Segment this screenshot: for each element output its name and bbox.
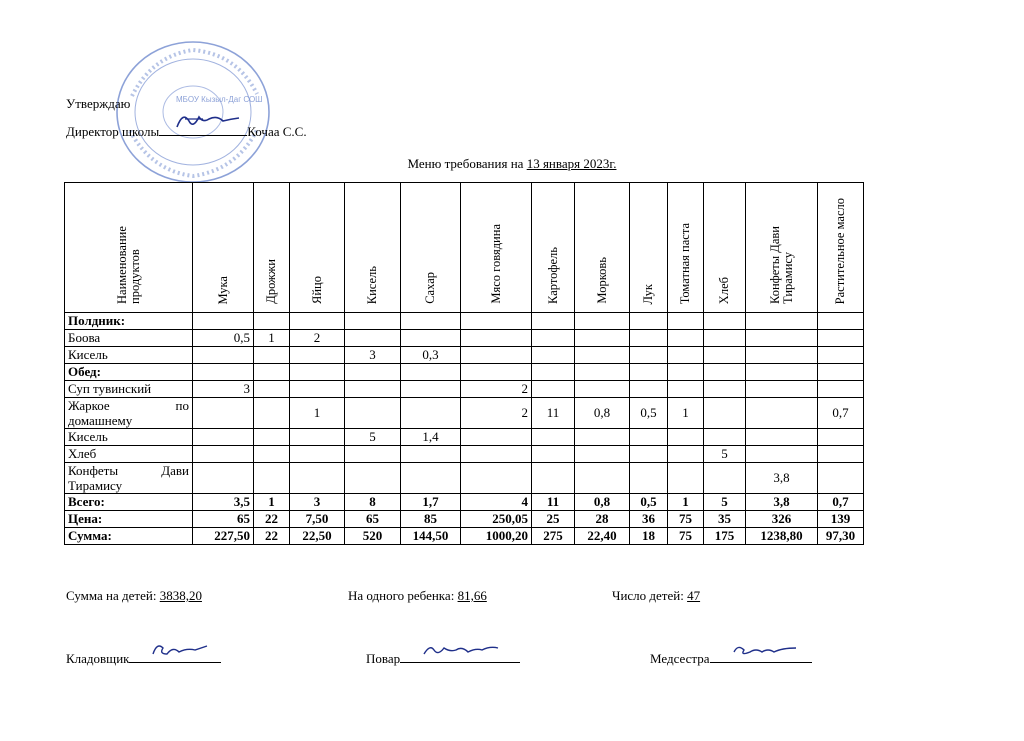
row-label: Обед: <box>65 364 193 381</box>
column-header <box>704 183 746 313</box>
column-header-label: Дрожжи <box>264 259 278 304</box>
table-cell <box>401 313 461 330</box>
table-cell: 5 <box>345 429 401 446</box>
cook-signature-line <box>400 648 520 663</box>
column-header-label: Мясо говядина <box>488 224 503 304</box>
table-cell <box>345 364 401 381</box>
table-cell: 3,5 <box>193 494 254 511</box>
table-cell <box>630 347 668 364</box>
menu-table <box>64 182 864 545</box>
total-row <box>65 511 864 528</box>
table-cell <box>532 446 575 463</box>
table-cell: 5 <box>704 494 746 511</box>
column-header <box>630 183 668 313</box>
table-cell <box>668 313 704 330</box>
table-cell <box>818 313 864 330</box>
sum-label: Сумма на детей: <box>66 588 157 603</box>
table-cell <box>818 347 864 364</box>
table-cell <box>461 463 532 494</box>
table-cell: 139 <box>818 511 864 528</box>
table-cell <box>668 364 704 381</box>
row-label: Кисель <box>65 347 193 364</box>
table-cell <box>532 429 575 446</box>
table-cell: 1000,20 <box>461 528 532 545</box>
table-cell <box>704 398 746 429</box>
table-cell: 227,50 <box>193 528 254 545</box>
table-cell: 3 <box>193 381 254 398</box>
table-cell <box>290 429 345 446</box>
table-cell <box>345 446 401 463</box>
table-cell <box>630 381 668 398</box>
table-cell: 3,8 <box>746 494 818 511</box>
column-header-name <box>65 183 193 313</box>
cook-signature <box>420 640 500 662</box>
table-cell <box>401 381 461 398</box>
table-cell: 0,8 <box>575 494 630 511</box>
table-cell <box>746 330 818 347</box>
column-header-label: Мука <box>215 275 230 304</box>
table-cell <box>290 347 345 364</box>
column-header <box>575 183 630 313</box>
column-header-label: Кисель <box>365 265 379 304</box>
table-cell <box>461 429 532 446</box>
table-cell <box>575 429 630 446</box>
table-cell <box>704 313 746 330</box>
table-cell <box>532 381 575 398</box>
storekeeper-signature-line <box>129 648 221 663</box>
table-cell <box>746 446 818 463</box>
table-cell: 144,50 <box>401 528 461 545</box>
sum-value: 3838,20 <box>159 588 202 603</box>
table-cell: 25 <box>532 511 575 528</box>
section-row <box>65 313 864 330</box>
table-cell <box>630 429 668 446</box>
table-cell: 65 <box>345 511 401 528</box>
table-cell: 3 <box>345 347 401 364</box>
children-count <box>612 588 700 604</box>
table-cell: 0,8 <box>575 398 630 429</box>
table-cell: 7,50 <box>290 511 345 528</box>
title-date: 13 января 2023г. <box>526 156 617 171</box>
table-cell <box>254 347 290 364</box>
table-cell <box>290 446 345 463</box>
storekeeper-label: Кладовщик <box>66 651 130 666</box>
cook-signature-block <box>366 648 520 667</box>
table-cell: 28 <box>575 511 630 528</box>
director-signature-line <box>159 123 247 136</box>
table-cell <box>532 463 575 494</box>
table-cell: 1,4 <box>401 429 461 446</box>
table-cell <box>818 463 864 494</box>
table-cell: 8 <box>345 494 401 511</box>
table-cell: 85 <box>401 511 461 528</box>
table-cell <box>532 347 575 364</box>
column-header-label: Растительное масло <box>833 197 847 304</box>
table-cell: 18 <box>630 528 668 545</box>
table-cell <box>668 381 704 398</box>
director-signature <box>173 109 243 133</box>
column-header <box>401 183 461 313</box>
table-cell <box>575 313 630 330</box>
table-cell <box>746 398 818 429</box>
table-cell <box>575 381 630 398</box>
table-cell <box>630 446 668 463</box>
table-cell <box>345 330 401 347</box>
row-label: Хлеб <box>65 446 193 463</box>
table-cell <box>401 398 461 429</box>
table-cell: 175 <box>704 528 746 545</box>
column-header-label: Яйцо <box>309 276 324 304</box>
table-cell <box>290 313 345 330</box>
table-cell: 11 <box>532 398 575 429</box>
table-cell: 0,5 <box>193 330 254 347</box>
table-cell: 22 <box>254 528 290 545</box>
page-title <box>0 156 1024 172</box>
nurse-signature-line <box>710 648 812 663</box>
table-cell: 2 <box>290 330 345 347</box>
table-row <box>65 398 864 429</box>
column-header-label: Конфеты Дави Тирамису <box>767 226 795 304</box>
table-cell <box>290 463 345 494</box>
table-cell: 2 <box>461 381 532 398</box>
row-label: Суп тувинский <box>65 381 193 398</box>
table-cell: 1238,80 <box>746 528 818 545</box>
total-row <box>65 494 864 511</box>
table-cell: 1 <box>668 398 704 429</box>
table-cell <box>818 381 864 398</box>
table-cell <box>193 398 254 429</box>
director-name: Кочаа С.С. <box>247 124 307 139</box>
table-cell <box>254 364 290 381</box>
table-cell: 0,7 <box>818 494 864 511</box>
table-cell: 1 <box>254 330 290 347</box>
table-cell <box>818 364 864 381</box>
table-cell <box>746 347 818 364</box>
table-cell <box>193 313 254 330</box>
director-line <box>66 123 307 140</box>
title-prefix: Меню требования на <box>407 156 527 171</box>
row-label: Боова <box>65 330 193 347</box>
table-cell <box>345 313 401 330</box>
table-header-row <box>65 183 864 313</box>
table-cell <box>630 463 668 494</box>
table-cell <box>668 347 704 364</box>
column-header-label: Томатная паста <box>678 222 692 304</box>
table-cell <box>704 347 746 364</box>
column-header-label: Лук <box>641 283 655 304</box>
per-child <box>348 588 487 604</box>
table-cell <box>668 463 704 494</box>
table-cell <box>401 364 461 381</box>
table-cell <box>575 347 630 364</box>
table-cell <box>193 463 254 494</box>
column-header <box>668 183 704 313</box>
table-cell: 75 <box>668 511 704 528</box>
table-cell: 22,50 <box>290 528 345 545</box>
table-cell: 22,40 <box>575 528 630 545</box>
table-cell: 0,5 <box>630 494 668 511</box>
table-cell: 97,30 <box>818 528 864 545</box>
table-cell <box>345 398 401 429</box>
nurse-signature-block <box>650 648 812 667</box>
column-header <box>254 183 290 313</box>
table-cell <box>532 330 575 347</box>
table-cell <box>290 364 345 381</box>
table-cell <box>746 313 818 330</box>
nurse-label: Медсестра <box>650 651 710 666</box>
sum-children <box>66 588 202 604</box>
table-cell <box>401 446 461 463</box>
table-row <box>65 347 864 364</box>
table-cell <box>575 330 630 347</box>
table-cell: 3,8 <box>746 463 818 494</box>
table-cell: 0,5 <box>630 398 668 429</box>
table-cell <box>575 463 630 494</box>
column-header <box>345 183 401 313</box>
table-row <box>65 463 864 494</box>
table-cell <box>746 429 818 446</box>
table-cell: 0,3 <box>401 347 461 364</box>
table-cell: 2 <box>461 398 532 429</box>
table-cell <box>630 313 668 330</box>
section-row <box>65 364 864 381</box>
table-cell <box>532 313 575 330</box>
row-label: Цена: <box>65 511 193 528</box>
table-cell <box>401 463 461 494</box>
column-header <box>461 183 532 313</box>
table-cell <box>290 381 345 398</box>
table-cell <box>704 330 746 347</box>
column-header <box>532 183 575 313</box>
row-label: Конфеты Дави Тирамису <box>65 463 193 494</box>
table-cell <box>630 364 668 381</box>
table-cell <box>575 364 630 381</box>
table-cell <box>461 446 532 463</box>
table-cell <box>254 381 290 398</box>
table-cell <box>818 330 864 347</box>
table-cell <box>461 330 532 347</box>
column-header-label: Сахар <box>423 272 437 304</box>
row-label: Жаркое по домашнему <box>65 398 193 429</box>
row-label: Полдник: <box>65 313 193 330</box>
table-row <box>65 446 864 463</box>
table-cell: 5 <box>704 446 746 463</box>
table-cell <box>668 446 704 463</box>
table-cell: 1,7 <box>401 494 461 511</box>
table-cell <box>254 398 290 429</box>
table-cell <box>461 364 532 381</box>
table-cell <box>193 446 254 463</box>
table-cell <box>704 463 746 494</box>
children-value: 47 <box>687 588 701 603</box>
table-cell <box>254 463 290 494</box>
table-cell: 1 <box>290 398 345 429</box>
table-cell: 35 <box>704 511 746 528</box>
nurse-signature <box>730 640 800 662</box>
table-cell: 36 <box>630 511 668 528</box>
table-cell <box>704 381 746 398</box>
table-cell <box>532 364 575 381</box>
column-header <box>818 183 864 313</box>
total-row <box>65 528 864 545</box>
column-header <box>290 183 345 313</box>
table-cell <box>746 381 818 398</box>
children-label: Число детей: <box>612 588 684 603</box>
table-cell: 65 <box>193 511 254 528</box>
table-cell <box>254 429 290 446</box>
table-cell <box>193 364 254 381</box>
table-cell: 1 <box>254 494 290 511</box>
table-cell: 0,7 <box>818 398 864 429</box>
column-header-label: Морковь <box>594 257 609 304</box>
stamp-text: МБОУ Кызыл-Даг СОШ <box>176 95 263 104</box>
table-cell <box>818 446 864 463</box>
table-cell <box>668 429 704 446</box>
table-cell <box>345 381 401 398</box>
table-row <box>65 330 864 347</box>
column-header-label: Хлеб <box>717 276 731 304</box>
column-header-label: Наименование продуктов <box>114 226 142 304</box>
table-cell: 4 <box>461 494 532 511</box>
per-child-label: На одного ребенка: <box>348 588 455 603</box>
table-cell: 275 <box>532 528 575 545</box>
table-cell: 75 <box>668 528 704 545</box>
table-cell <box>254 446 290 463</box>
table-cell <box>818 429 864 446</box>
table-cell <box>254 313 290 330</box>
row-label: Сумма: <box>65 528 193 545</box>
table-cell <box>746 364 818 381</box>
table-row <box>65 381 864 398</box>
column-header <box>746 183 818 313</box>
cook-label: Повар <box>366 651 401 666</box>
table-cell: 3 <box>290 494 345 511</box>
table-cell <box>630 330 668 347</box>
table-cell <box>668 330 704 347</box>
table-cell <box>704 364 746 381</box>
table-cell <box>461 347 532 364</box>
table-cell <box>401 330 461 347</box>
table-cell: 250,05 <box>461 511 532 528</box>
table-cell <box>193 429 254 446</box>
per-child-value: 81,66 <box>457 588 487 603</box>
director-label: Директор школы <box>66 124 160 139</box>
table-cell <box>575 446 630 463</box>
row-label: Кисель <box>65 429 193 446</box>
table-cell: 22 <box>254 511 290 528</box>
approve-label: Утверждаю <box>66 96 131 111</box>
table-row <box>65 429 864 446</box>
table-cell <box>704 429 746 446</box>
table-cell: 326 <box>746 511 818 528</box>
table-cell <box>461 313 532 330</box>
column-header <box>193 183 254 313</box>
table-cell <box>193 347 254 364</box>
column-header-label: Картофель <box>545 247 560 304</box>
table-cell: 520 <box>345 528 401 545</box>
storekeeper-signature <box>149 640 209 662</box>
table-cell <box>345 463 401 494</box>
storekeeper-signature-block <box>66 648 221 667</box>
table-cell: 11 <box>532 494 575 511</box>
table-cell: 1 <box>668 494 704 511</box>
row-label: Всего: <box>65 494 193 511</box>
